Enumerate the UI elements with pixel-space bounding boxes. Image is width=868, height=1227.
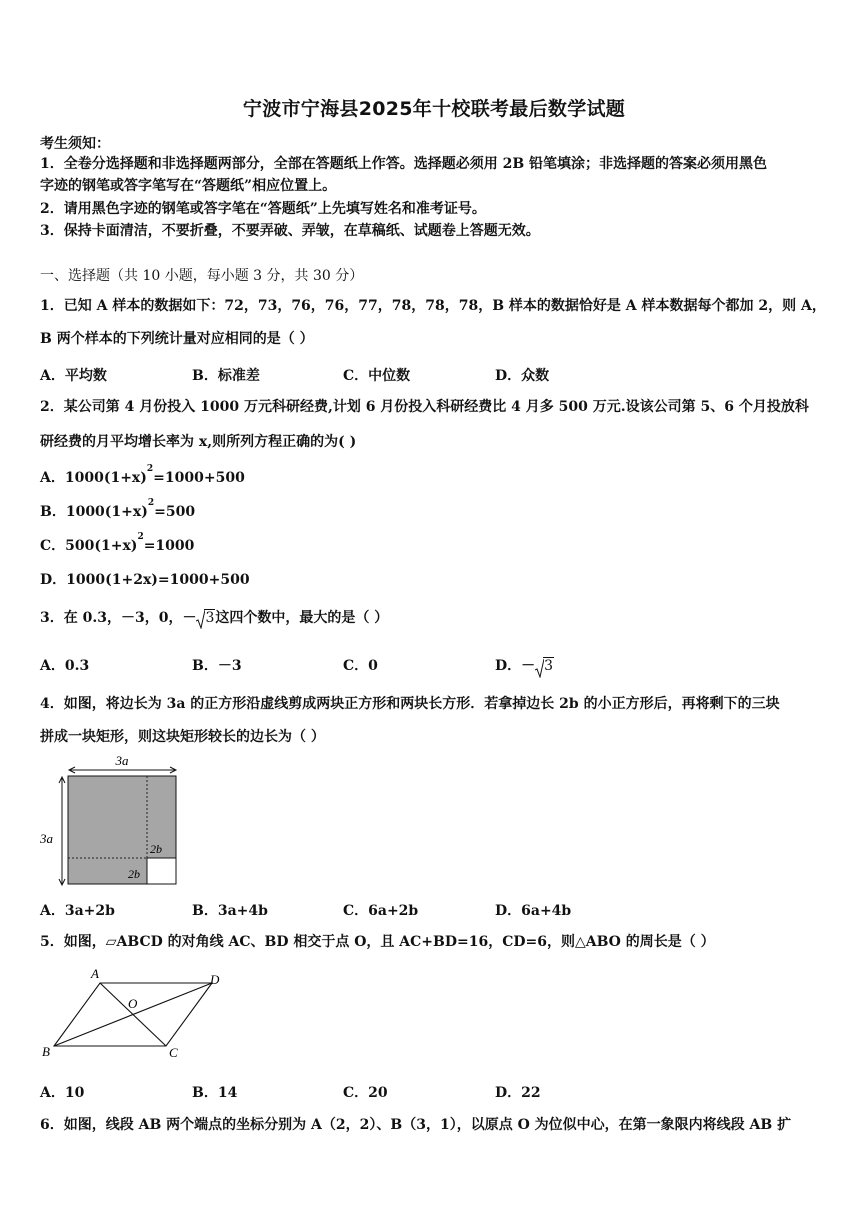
q4-option-a: A．3a+2b [40,903,115,919]
notice-item: 2．请用黑色字迹的钢笔或答字笔在“答题纸”上先填写姓名和准考证号。 [40,201,486,217]
sqrt-symbol: 3 [196,609,215,627]
q2-option-c: C．$500(1+x)^2=1000$ [40,532,195,554]
vertex-c-label: C [169,1045,178,1060]
small-square-top-label: 2b [150,842,162,856]
parallelogram-figure [36,962,236,1066]
question-1-text: B 两个样本的下列统计量对应相同的是（ ） [40,331,314,347]
question-6-text: 6．如图，线段 AB 两个端点的坐标分别为 A（2，2）、B（3，1），以原点 O 为位似中心，在第一象限内将线段 AB 扩 [40,1117,792,1133]
left-dimension-label: 3a [40,831,53,846]
q3-option-b: B．－3 [192,658,242,674]
q3-option-a: A．0.3 [40,658,90,674]
question-3-text: 3．在 0.3，－3，0，－ 3这四个数中，最大的是（ ） [40,610,389,626]
square-cut-figure [36,752,186,888]
question-2-text: 研经费的月平均增长率为 x,则所列方程正确的为( ) [40,434,357,450]
q2-option-a: A．$1000(1+x)^2=1000+500$ [40,464,245,486]
vertex-d-label: D [210,972,220,987]
q1-option-d: D．众数 [495,368,550,384]
notice-heading: 考生须知： [40,136,110,152]
q4-option-b: B．3a+4b [192,903,268,919]
top-dimension-label: 3a [115,753,129,768]
q2-option-b: B．$1000(1+x)^2=500$ [40,498,196,520]
small-square-side-label: 2b [128,867,140,881]
notice-item: 字迹的钢笔或答字笔写在“答题纸”相应位置上。 [40,178,337,194]
q1-option-a: A．平均数 [40,368,107,384]
q2-option-d: D．1000(1+2x)=1000+500 [40,572,250,588]
q4-option-c: C．6a+2b [343,903,419,919]
q5-option-c: C．20 [343,1085,388,1101]
question-4-text: 拼成一块矩形，则这块矩形较长的边长为（ ） [40,729,325,745]
vertex-b-label: B [42,1044,50,1059]
question-4-text: 4．如图，将边长为 3a 的正方形沿虚线剪成两块正方形和两块长方形．若拿掉边长 2b 的小正方形后，再将剩下的三块 [40,696,780,712]
question-5-text: 5．如图，▱ABCD 的对角线 AC、BD 相交于点 O，且 AC+BD=16，CD=6，则△ABO 的周长是（ ） [40,934,715,950]
notice-item: 1．全卷分选择题和非选择题两部分，全部在答题纸上作答。选择题必须用 2B 铅笔填涂；非选择题的答案必须用黑色 [40,156,768,172]
q1-option-c: C．中位数 [343,368,411,384]
question-2-text: 2．某公司第 4 月份投入 1000 万元科研经费,计划 6 月份投入科研经费比 4 月多 500 万元.设该公司第 5、6 个月投放科 [40,399,809,415]
diagonal-bd [54,983,212,1046]
center-o-label: O [128,996,138,1011]
vertex-a-label: A [91,966,99,981]
small-square-removed [147,858,176,884]
q3-option-c: C．0 [343,658,378,674]
page-title: 宁波市宁海县2025年十校联考最后数学试题 [242,98,626,120]
q5-option-a: A．10 [40,1085,85,1101]
q5-option-b: B．14 [192,1085,238,1101]
section-heading: 一、选择题（共 10 小题，每小题 3 分，共 30 分） [40,268,364,284]
q3-option-d: D．－ 3 [495,655,554,675]
notice-item: 3．保持卡面清洁，不要折叠，不要弄破、弄皱，在草稿纸、试题卷上答题无效。 [40,223,540,239]
question-1-text: 1．已知 A 样本的数据如下：72，73，76，76，77，78，78，78，B 样本的数据恰好是 A 样本数据每个都加 2，则 A， [40,298,826,314]
q5-option-d: D．22 [495,1085,541,1101]
q4-option-d: D．6a+4b [495,903,572,919]
q1-option-b: B．标准差 [192,368,260,384]
sqrt-symbol: 3 [535,658,554,674]
